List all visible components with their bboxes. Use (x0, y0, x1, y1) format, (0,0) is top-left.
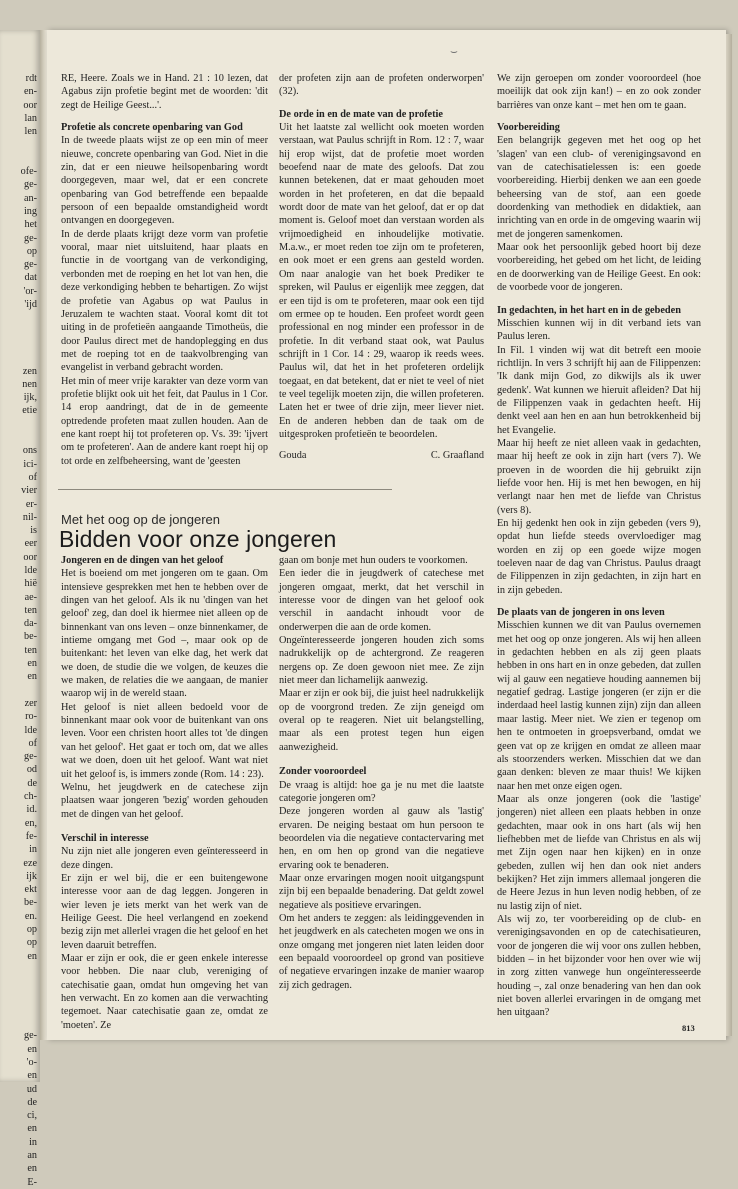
previous-page-fragment: etie (22, 405, 37, 417)
previous-page-fragment: op (26, 924, 37, 935)
previous-page-fragment: ge- (23, 179, 37, 191)
col3-paragraph: We zijn geroepen om zonder vooroordeel (hoe moeilijk dat ook zijn kan!) – en zo ook zonder barrières van onze kant – met hen om te gaan. (497, 73, 701, 111)
col1-paragraph: Maar er zijn er ook, die er geen enkele interesse voor hebben. Die naar club, vereniging of catechisatie gaan, omdat hun omgeving het van hen verwacht. En zo komen aan die verwachting tegemoet. Naar catechisatie gaan ze, omdat ze 'moeten'. Ze (61, 952, 268, 1031)
column-1-bottom (61, 554, 268, 1032)
previous-page-fragment: zer (24, 697, 37, 709)
previous-page-fragment (0, 338, 40, 351)
col3-heading: In gedachten, in het hart en in de gebeden (497, 304, 681, 316)
previous-page-fragment: ten (24, 604, 37, 616)
previous-page-fragment: ge- (23, 259, 37, 271)
col1-paragraph: Het is boeiend om met jongeren om te gaan. Om intensieve gesprekken met hen te hebben over de dingen van het geloof. Als ik nu 'dingen van het geloof' zeg, dan doel ik hiermee niet alleen op de binnenkant van ons leven – onze binnenkamer, de intieme omgang met God –, maar ook op de buitenkant: het leven van elke dag, het werk dat we doen, de studie die we volgen, de keuzes die we maken, de relaties die we aangaan, de manier waarop wij in de wereld staan. (61, 568, 268, 700)
previous-page-fragment: ge- (23, 751, 37, 763)
previous-page-fragment: an (27, 1150, 37, 1162)
col1-paragraph: In de derde plaats krijgt deze vorm van profetie vooral, maar niet uitsluitend, haar plaats en functie in de voortgang van de verkondiging, verbonden met de roeping en het lot van hen, die deze verkondiging hebben te behartigen. Zo wijst de profetie van Agabus op wat Paulus in Jeruzalem te wachten staat. Vooral komt dit tot uiting in de profetieën aangaande Timotheüs, die door Paulus direct met de handoplegging en dus met de roeping tot en de taakvolbrenging van evangelist in verband gebracht worden. (61, 228, 268, 374)
col2-paragraph: Deze jongeren worden al gauw als 'lastig' ervaren. De neiging bestaat om hun persoon te beoordelen via die negatieve contactervaring met hen, en om hen op grond van die negatieve ervaring ook te benaderen. (279, 806, 484, 871)
previous-page-fragment: in (29, 1136, 37, 1148)
col2-intro: der profeten zijn aan de profeten onderworpen' (32). (279, 73, 484, 98)
col3-paragraph: In Fil. 1 vinden wij wat dit betreft een mooie richtlijn. In vers 3 schrijft hij aan de Filippenzen: 'Ik dank mijn God, zo dikwijls als ik uwer gedenk'. Wat kunnen we hieruit afleiden? Dat hij de Filippenzen vaak in gedachten heeft. Hij denkt veel aan hen en aan hun betrokkenheid bij het Evangelie. (497, 344, 701, 436)
col1-heading: Jongeren en de dingen van het geloof (61, 555, 224, 566)
article-kicker: Met het oog op de jongeren (61, 512, 221, 527)
previous-page-fragment: ici- (23, 458, 37, 470)
previous-page-fragment (0, 976, 40, 989)
col2-paragraph: Uit het laatste zal wellicht ook moeten worden verstaan, wat Paulus schrijft in Rom. 12 : 7, waar hij erop wijst, dat de profetie moet worden beoefend naar de mate des geloofs. Dat zou kunnen betekenen, dat er maat gehouden moet worden in het profeteren, en dat die bepaald wordt door de mate van het geloof, dat er op dat moment is. Geloof moet dan verstaan worden als vrijmoedigheid en inhoudelijke motivatie. M.a.w., er moet reden toe zijn om te profeteren, en ook moet er een grens aan gesteld worden. Om naar analogie van het boek Prediker te spreken, wil Paulus er eigenlijk mee zeggen, dat er een tijd is om te profeteren, maar ook een tijd om ermee op te houden. Een profeet wordt geen professional en nog minder een professor in de profetie. In dit verband staat ook, wat Paulus schrijft in 1 Cor. 14 : 29, waarop ik reeds wees. Paulus wil, dat het in het profeteren ordelijk toegaat, en dat betekent, dat er niet te veel of niet te veel tegelijk moeten zijn, die willen profeteren. Laten het er twee of drie zijn, meer liever niet. En de anderen hebben dan de taak om de uitgesproken profetieën te beoordelen. (279, 122, 484, 440)
previous-page-fragment: eer (24, 538, 37, 550)
signature-place: Gouda (279, 450, 307, 461)
previous-page-fragment: id. (26, 804, 37, 816)
col2-paragraph: Maar onze ervaringen mogen nooit uitgangspunt zijn bij een bepaalde benadering. Dat geldt zowel negatieve als positieve ervaringen. (279, 872, 484, 911)
page-edge (726, 34, 732, 1036)
col3-paragraph: Maar hij heeft ze niet alleen vaak in gedachten, maar hij heeft ze ook in zijn hart (vers 7). We proeven in de woorden die hij gebruikt zijn liefde voor hen. Hij is met hen bewogen, en hij verlangt naar hen met de liefde van Christus (vers 8). (497, 437, 701, 516)
previous-page-fragment: od (26, 764, 37, 776)
previous-page-fragment: fe- (25, 830, 37, 842)
previous-page-fragment: de (27, 777, 37, 789)
previous-page-fragment: ekt (24, 884, 37, 896)
previous-page-fragment (0, 325, 40, 338)
previous-page-fragment: in (29, 844, 37, 856)
page-gutter (40, 30, 47, 1040)
previous-page-fragment: oor (23, 551, 37, 563)
col3-paragraph: En hij gedenkt hen ook in zijn gebeden (vers 9), opdat hun liefde steeds overvloediger mag worden en zij op een goede wijze mogen toeleven naar de dag van Christus. Paulus draagt de Filippenzen in zijn gedachten, in zijn hart en in zijn gebeden. (497, 518, 701, 596)
page-number: 813 (682, 1023, 695, 1033)
previous-page-fragment: nil- (22, 511, 37, 523)
col1-paragraph: In de tweede plaats wijst ze op een min of meer nieuwe, concrete openbaring van God. Niet in die zin, dat er een nieuwe heilsopenbaring wordt doorgegeven, maar wel, dat er een concrete openbaring van God betreffende een bepaalde persoon of een bepaalde omstandigheid wordt ontvangen en doorgegeven. (61, 135, 268, 227)
previous-page-fragment: en (27, 950, 37, 962)
col1-heading: Profetie als concrete openbaring van God (61, 122, 243, 134)
previous-page-fragment (0, 311, 40, 324)
signature (279, 450, 484, 461)
col2-heading: Zonder vooroordeel (279, 766, 367, 778)
col1-heading: Verschil in interesse (61, 832, 149, 844)
previous-page-fragment: E- (27, 1176, 37, 1188)
section-divider (58, 489, 392, 490)
previous-page-fragment: eze (23, 857, 37, 869)
previous-page-fragment: lde (24, 564, 37, 576)
previous-page-fragment (0, 138, 40, 151)
previous-page-fragment: of (28, 471, 37, 483)
col3-paragraph: Een belangrijk gegeven met het oog op het 'slagen' van een club- of verenigingsavond en van de catechisatielessen is: een goede voorbereiding. Hierbij denken we aan een goede beheersing van de stof, aan een goede doordenking van methodiek en didaktiek, aan inrichting van en orde in de omgeving waarin wij met de jongeren samenkomen. (497, 135, 701, 240)
column-1-top (61, 72, 268, 468)
previous-page-fragment: ten (24, 644, 37, 656)
previous-page-fragment (0, 989, 40, 1002)
top-ornament: ⌣ (450, 44, 458, 58)
previous-page-fragment: en (27, 671, 37, 683)
previous-page-fragment (0, 351, 40, 364)
previous-page-fragment (0, 1016, 40, 1029)
col1-paragraph: Nu zijn niet alle jongeren even geïnteresseerd in deze dingen. (61, 846, 268, 871)
col3-heading: Voorbereiding (497, 122, 560, 134)
column-2-bottom (279, 554, 484, 992)
previous-page-fragment: ijk (26, 870, 37, 882)
column-2-top (279, 72, 484, 441)
previous-page-fragment: oor (23, 99, 37, 111)
previous-page-fragment: 'o- (26, 1056, 37, 1068)
previous-page-fragment: nen (22, 378, 37, 390)
previous-page-fragment: rdt (25, 73, 37, 84)
previous-page-fragment: en (27, 658, 37, 670)
col1-intro: RE, Heere. Zoals we in Hand. 21 : 10 lezen, dat Agabus zijn profetie begint met de woorden: 'dit zegt de Heilige Geest...'. (61, 73, 268, 111)
previous-page-fragment: len (24, 126, 37, 138)
previous-page-fragment: ons (22, 445, 37, 457)
col3-heading: De plaats van de jongeren in ons leven (497, 607, 665, 619)
previous-page-fragment: ijk, (23, 392, 37, 404)
previous-page-fragment: ci, (27, 1110, 37, 1122)
previous-page-fragment: hië (24, 578, 37, 590)
col1-paragraph: Welnu, het jeugdwerk en de catechese zijn plaatsen waar jongeren 'bezig' worden gehouden met de dingen van het geloof. (61, 781, 268, 820)
col2-heading: De orde in en de mate van de profetie (279, 108, 443, 120)
previous-page-fragment: lde (24, 724, 37, 736)
previous-page-fragment: het (24, 219, 37, 231)
previous-page-fragment: de (27, 1096, 37, 1108)
previous-page-fragment: 'ijd (24, 299, 37, 311)
previous-page-fragment: ofe- (20, 166, 37, 178)
col3-paragraph: Misschien kunnen we dit van Paulus overnemen met het oog op onze jongeren. Als wij hen alleen in gedachten hebben en als zij geen plaats hebben in ons hart en in onze gebeden, dat zullen wij al gauw een negatieve houding aannemen bij negatief gedrag. Lastige jongeren (er zijn er die inderdaad heel lastig kunnen zijn) zijn dan alleen maar lastig. Meer niet. We zien er tegenop om hen te ontmoeten in groepsverband, omdat we geen vat op ze krijgen en omdat ze alleen maar als stoorzenders werken. Misschien dat we dan gaan denken: bleven ze maar thuis! We kijken naar hen met onze eigen ogen. (497, 620, 701, 792)
col1-paragraph: Het min of meer vrije karakter van deze vorm van profetie blijkt ook uit het feit, dat Paulus in 1 Cor. 14 erop aandringt, dat de in de gemeente optredende profeten maat zullen houden. Aan de ene kant roept hij tot profeteren op. Vs. 39: 'ijvert om te profeteren'. Aan de andere kant roept hij op tot orde en zelfbeheersing, want de 'geesten (61, 375, 268, 467)
previous-page-fragment: 'or- (23, 285, 37, 297)
previous-page-fragment: ud (26, 1083, 37, 1095)
signature-author: C. Graafland (430, 450, 484, 461)
col2-paragraph: Om het anders te zeggen: als leidinggevenden in het jeugdwerk en als catecheten mogen we ons in onze omgang met jongeren niet laten leiden door een bepaald vooroordeel op grond van positieve of negatieve ervaringen inzake de manier waarop zij zich gedragen. (279, 912, 484, 991)
previous-page-fragment: op (26, 937, 37, 949)
previous-page-fragment (0, 431, 40, 444)
previous-page-fragment: ge- (23, 1030, 37, 1042)
col2-paragraph: De vraag is altijd: hoe ga je nu met die laatste categorie jongeren om? (279, 779, 484, 804)
previous-page-fragment: vier (21, 485, 37, 497)
previous-page-fragment (0, 418, 40, 431)
previous-page-fragment: ro- (25, 711, 37, 723)
previous-page-fragment: of (28, 737, 37, 749)
previous-page-fragment: en (27, 1163, 37, 1175)
previous-page-fragment: ge- (23, 232, 37, 244)
col1-paragraph: Het geloof is niet alleen bedoeld voor de binnenkant maar ook voor de buitenkant van ons leven. Voor een christen hoort alles tot 'de dingen van het geloof'. Het gaat er toch om, dat we alles wat we doen, doen uit het geloof. Want wat niet uit het geloof is, is immers zonde (Rom. 14 : 23). (61, 701, 268, 780)
col1-paragraph: Er zijn er wel bij, die er een buitengewone interesse voor aan de dag leggen. Jongeren in wier leven je iets merkt van het werk van de Heilige Geest. Die heel verlangend en zoekend bezig zijn met allerlei vragen die het geloof en het leven daaruit betreffen. (61, 872, 268, 951)
previous-page-fragment (0, 684, 40, 697)
col3-paragraph: Als wij zo, ter voorbereiding op de club- en verenigingsavonden en op de catechisatieuren, voor de jongeren die wij voor ons zullen hebben, bidden – in het bijzonder voor hen over wie wij in zorg zitten vanwege hun ongeïnteresseerde houding –, zal onze benadering van hen dan ook niet boven allerlei ervaringen in de omgang met hen uitgaan? (497, 913, 701, 1019)
previous-page-fragment: dat (24, 272, 37, 284)
previous-page-fragment: is (30, 525, 37, 537)
col2-paragraph: Een ieder die in jeugdwerk of catechese met jongeren omgaat, merkt, dat het verschil in interesse voor de dingen van het geloof ook verschil in aandacht inhoudt voor de onderwerpen die aan de orde komen. (279, 568, 484, 633)
previous-page-fragment: be- (23, 631, 37, 643)
col2-paragraph: gaan om bonje met hun ouders te voorkomen. (279, 555, 468, 566)
previous-page-fragment: lan (24, 112, 37, 124)
previous-page-fragment: ing (23, 205, 37, 217)
previous-page-fragment: er- (25, 498, 37, 510)
col3-paragraph: Maar als onze jongeren (ook die 'lastige' jongeren) niet alleen een plaats hebben in onze gedachten, maar ook in ons hart (als wij hen liefhebben met de liefde van Christus en als wij met Zijn ogen naar hen kijken) en in onze gebeden, zullen wij hen dan ook niet anders bekijken? Het zijn immers allemaal jongeren die de Heere Jezus in hun leven nodig hebben, of ze nu lastig zijn of niet. (497, 793, 701, 912)
previous-page-fragment: en, (24, 817, 37, 829)
previous-page-fragment: en. (24, 910, 37, 922)
previous-page-fragment (0, 963, 40, 976)
previous-page-fragment: en- (23, 86, 37, 98)
col2-paragraph: Maar er zijn er ook bij, die juist heel nadrukkelijk op de voorgrond treden. Ze zijn geneigd om overal op te reageren. Niet uit belangstelling, maar als een protest tegen hun eigen aanwezigheid. (279, 688, 484, 753)
previous-page-fragment: zen (22, 365, 37, 377)
previous-page-fragment: en (27, 1123, 37, 1135)
col2-paragraph: Ongeïnteresseerde jongeren houden zich soms nadrukkelijk op de achtergrond. Ze reageren nergens op. Ze doen gewoon niet mee. Ze zijn niet meer dan lichamelijk aanwezig. (279, 635, 484, 687)
previous-page-fragment (0, 1003, 40, 1016)
article-headline: Bidden voor onze jongeren (59, 526, 337, 552)
col3-paragraph: Maar ook het persoonlijk gebed hoort bij deze voorbereiding, het gebed om het licht, de leiding en de doorwerking van de Heilige Geest. En ook: de voorbede voor de jongeren. (497, 242, 701, 294)
previous-page-fragment: da- (23, 618, 37, 630)
previous-page-fragment: be- (23, 897, 37, 909)
previous-page-fragment: en (27, 1043, 37, 1055)
col3-paragraph: Misschien kunnen wij in dit verband iets van Paulus leren. (497, 317, 701, 343)
column-3 (497, 72, 701, 1020)
previous-page-fragment: en (27, 1070, 37, 1082)
previous-page-fragment: ae- (24, 591, 37, 603)
previous-page-fragment (0, 152, 40, 165)
previous-page-strip (0, 30, 40, 1188)
previous-page-fragment: an- (23, 192, 37, 204)
previous-page-fragment: op (26, 245, 37, 257)
previous-page-fragment: ch- (23, 791, 37, 803)
